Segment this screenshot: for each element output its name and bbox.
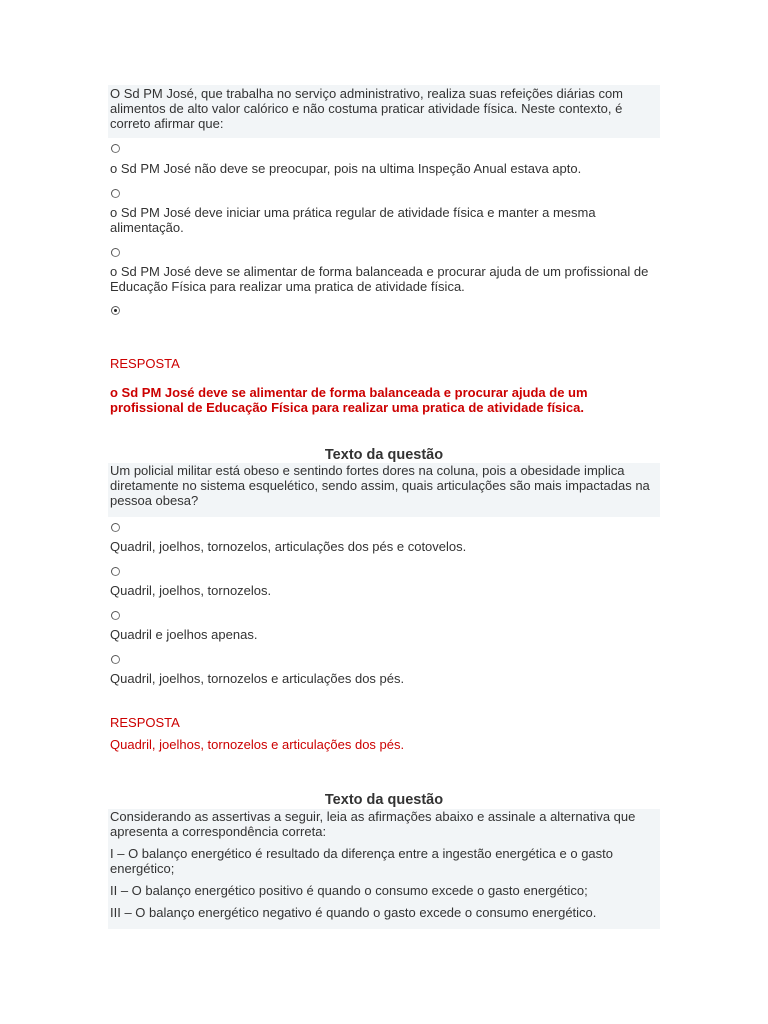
q2-option-2-label: Quadril, joelhos, tornozelos.: [110, 583, 272, 598]
q2-option-2-radio[interactable]: [111, 567, 120, 576]
q2-option-3-radio[interactable]: [111, 611, 120, 620]
q2-answer-text: Quadril, joelhos, tornozelos e articulações dos pés.: [110, 737, 405, 752]
question-3-text: Considerando as assertivas a seguir, leia as afirmações abaixo e assinale a alternativa que apresenta a correspondência correta:: [110, 809, 636, 839]
q1-answer-text: o Sd PM José deve se alimentar de forma balanceada e procurar ajuda de um profissional de Educação Física para realizar uma pratica de atividade física.: [110, 385, 588, 415]
q1-answer-label: RESPOSTA: [110, 356, 180, 371]
question-2-text: Um policial militar está obeso e sentindo fortes dores na coluna, pois a obesidade implica diretamente no sistema esquelético, sendo assim, quais articulações são mais impactadas na pessoa obesa?: [110, 463, 650, 508]
q2-answer-label: RESPOSTA: [110, 715, 180, 730]
q1-option-1-label: o Sd PM José não deve se preocupar, pois na ultima Inspeção Anual estava apto.: [110, 161, 582, 176]
q3-assertion-2: II – O balanço energético positivo é quando o consumo excede o gasto energético;: [110, 883, 588, 898]
q1-option-2-label: o Sd PM José deve iniciar uma prática regular de atividade física e manter a mesma alimentação.: [110, 205, 596, 235]
q1-option-3-label: o Sd PM José deve se alimentar de forma balanceada e procurar ajuda de um profissional de Educação Física para realizar uma pratica de atividade física.: [110, 264, 649, 294]
q1-option-2-radio[interactable]: [111, 189, 120, 198]
q2-option-4-radio[interactable]: [111, 655, 120, 664]
q3-assertion-3: III – O balanço energético negativo é quando o gasto excede o consumo energético.: [110, 905, 597, 920]
q1-option-4-radio-selected[interactable]: [111, 306, 120, 315]
q1-option-1-radio[interactable]: [111, 144, 120, 153]
q3-heading: Texto da questão: [324, 792, 444, 808]
q2-heading: Texto da questão: [324, 447, 444, 463]
q3-assertion-1: I – O balanço energético é resultado da diferença entre a ingestão energética e o gasto energético;: [110, 846, 614, 876]
question-1-text: O Sd PM José, que trabalha no serviço administrativo, realiza suas refeições diárias com alimentos de alto valor calórico e não costuma praticar atividade física. Neste contexto, é correto afirmar que:: [110, 86, 624, 131]
q2-option-3-label: Quadril e joelhos apenas.: [110, 627, 258, 642]
q2-option-4-label: Quadril, joelhos, tornozelos e articulações dos pés.: [110, 671, 405, 686]
q1-option-3-radio[interactable]: [111, 248, 120, 257]
q2-option-1-label: Quadril, joelhos, tornozelos, articulações dos pés e cotovelos.: [110, 539, 467, 554]
q2-option-1-radio[interactable]: [111, 523, 120, 532]
